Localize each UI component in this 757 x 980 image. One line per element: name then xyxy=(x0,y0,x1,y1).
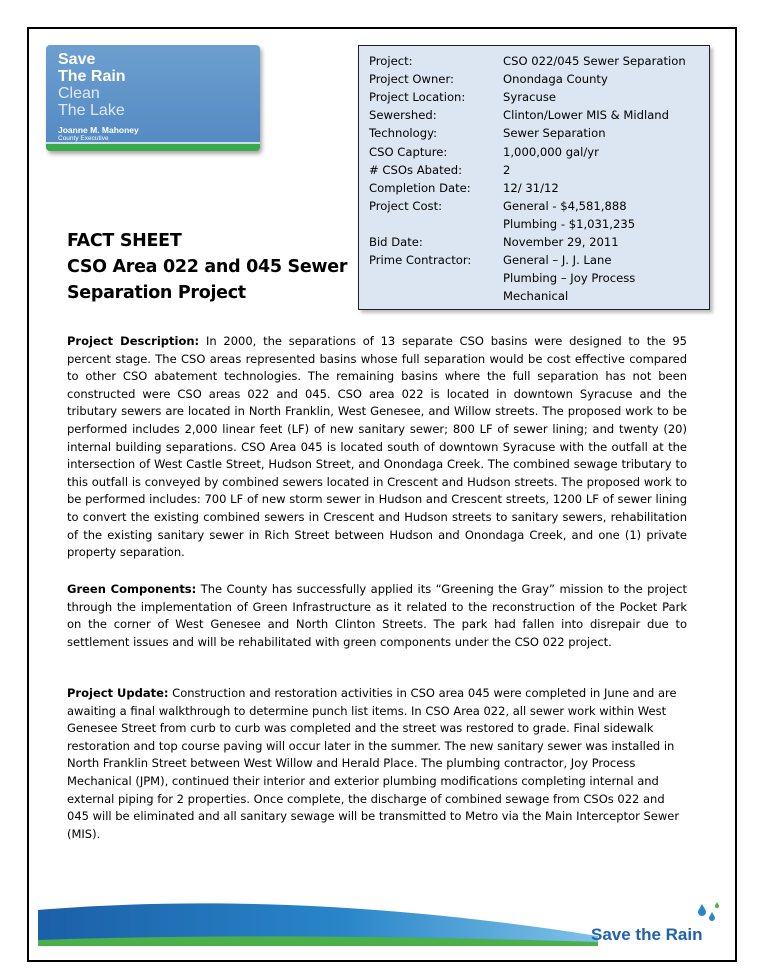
info-row xyxy=(369,197,705,215)
project-description-heading: Project Description: xyxy=(67,334,200,348)
green-components-heading: Green Components: xyxy=(67,582,197,596)
info-value: Mechanical xyxy=(503,289,569,304)
info-value: 2 xyxy=(503,162,511,177)
info-value: Plumbing – Joy Process xyxy=(503,271,636,286)
green-components xyxy=(67,581,687,651)
info-label: Project Cost: xyxy=(369,198,443,213)
logo-stripe-green xyxy=(46,144,260,151)
info-value: General – J. J. Lane xyxy=(503,253,612,268)
project-description-text: In 2000, the separations of 13 separate CSO basins were designed to the 95 percent stage. The CSO areas represented basins whose full separation would be cost effective compared to other CSO abatement technologies. The remaining basins where the full separation has not been constructed were CSO areas 022 and 045. CSO area 022 is located in downtown Syracuse and the tributary sewers are located in North Franklin, West Genesee, and Willow streets. The proposed work to be performed includes 2,000 linear feet (LF) of new sanitary sewer; 800 LF of sewer lining; and twenty (20) internal building separations. CSO Area 045 is located south of downtown Syracuse with the outfall at the intersection of West Castle Street, Hudson Street, and Onondaga Creek. The combined sewage tributary to this outfall is conveyed by combined sewers located in Crescent and Hudson streets. The proposed work to be performed includes: 700 LF of new storm sewer in Hudson and Crescent streets, 1200 LF of sewer lining to convert the existing combined sewers in Crescent and Hudson streets to sanitary sewers, rehabilitation of the existing sanitary sewer in Rich Street between Hudson and Onondaga Creek, and one (1) private property separation. xyxy=(67,334,688,560)
title-line-2: CSO Area 022 and 045 Sewer xyxy=(67,257,348,277)
info-value: CSO 022/045 Sewer Separation xyxy=(503,54,686,68)
info-label: Project Location: xyxy=(369,90,466,105)
logo-line-4: The Lake xyxy=(58,102,125,119)
info-row xyxy=(369,143,705,161)
info-label: Sewershed: xyxy=(369,108,437,123)
save-the-rain-logo xyxy=(46,45,260,151)
info-value: General - $4,581,888 xyxy=(503,198,627,213)
info-row xyxy=(369,251,705,269)
info-value: Sewer Separation xyxy=(503,126,606,141)
logo-line-2: The Rain xyxy=(58,68,126,85)
title-line-3: Separation Project xyxy=(67,283,246,303)
info-label: Project Owner: xyxy=(369,72,454,87)
info-value: Plumbing - $1,031,235 xyxy=(503,216,636,231)
info-value: Clinton/Lower MIS & Midland xyxy=(503,108,670,123)
logo-executive-name: Joanne M. Mahoney xyxy=(58,125,139,135)
info-label: # CSOs Abated: xyxy=(369,162,463,177)
green-components-text: The County has successfully applied its “Greening the Gray” mission to the project through the implementation of Green Infrastructure as it related to the reconstruction of the Pocket Park on the corner of West Genesee and North Clinton Streets. The park had fallen into disrepair due to settlement issues and will be rehabilitated with green components under the CSO 022 project. xyxy=(67,582,687,649)
info-value: Onondaga County xyxy=(503,72,608,87)
project-info-box xyxy=(358,45,710,310)
info-label: Prime Contractor: xyxy=(369,253,472,268)
logo-line-1: Save xyxy=(58,51,96,68)
project-update-text: Construction and restoration activities in CSO area 045 were completed in June and are awaiting a final walkthrough to determine punch list items. In CSO Area 022, all sewer work within West Genesee Street from curb to curb was completed and the street was restored to grade. Final sidewalk restoration and top course paving will occur later in the summer. The new sanitary sewer was installed in North Franklin Street between West Willow and Herald Place. The plumbing contractor, Joy Process Mechanical (JPM), continued their interior and exterior plumbing modifications completing internal and external piping for 2 properties. Once complete, the discharge of combined sewage from CSOs 022 and 045 will be eliminated and all sanitary sewage will be transmitted to Metro via the Main Interceptor Sewer (MIS). xyxy=(67,686,680,841)
project-update-heading: Project Update: xyxy=(67,686,169,700)
info-row xyxy=(369,233,705,251)
info-row xyxy=(369,106,705,124)
logo-line-3: Clean xyxy=(58,85,100,102)
info-row xyxy=(369,179,705,197)
info-row xyxy=(369,161,705,179)
footer-wave xyxy=(38,890,598,946)
info-label: Project: xyxy=(369,54,413,68)
info-label: CSO Capture: xyxy=(369,144,448,159)
info-row xyxy=(369,70,705,88)
info-value: 12/ 31/12 xyxy=(503,180,559,195)
info-row xyxy=(369,88,705,106)
info-row xyxy=(369,215,705,233)
info-row xyxy=(369,287,705,305)
project-description xyxy=(67,333,687,562)
title-line-1: FACT SHEET xyxy=(67,231,182,251)
project-update xyxy=(67,685,687,843)
info-row xyxy=(369,52,705,70)
info-row xyxy=(369,269,705,287)
logo-executive-title: County Executive xyxy=(58,135,109,142)
info-value: 1,000,000 gal/yr xyxy=(503,144,599,159)
page-title xyxy=(67,228,357,306)
info-label: Technology: xyxy=(369,126,438,141)
info-row xyxy=(369,124,705,142)
footer-brand: Save the Rain xyxy=(591,925,703,944)
info-value: November 29, 2011 xyxy=(503,235,619,249)
info-value: Syracuse xyxy=(503,90,556,105)
info-label: Completion Date: xyxy=(369,180,471,195)
info-label: Bid Date: xyxy=(369,235,423,249)
